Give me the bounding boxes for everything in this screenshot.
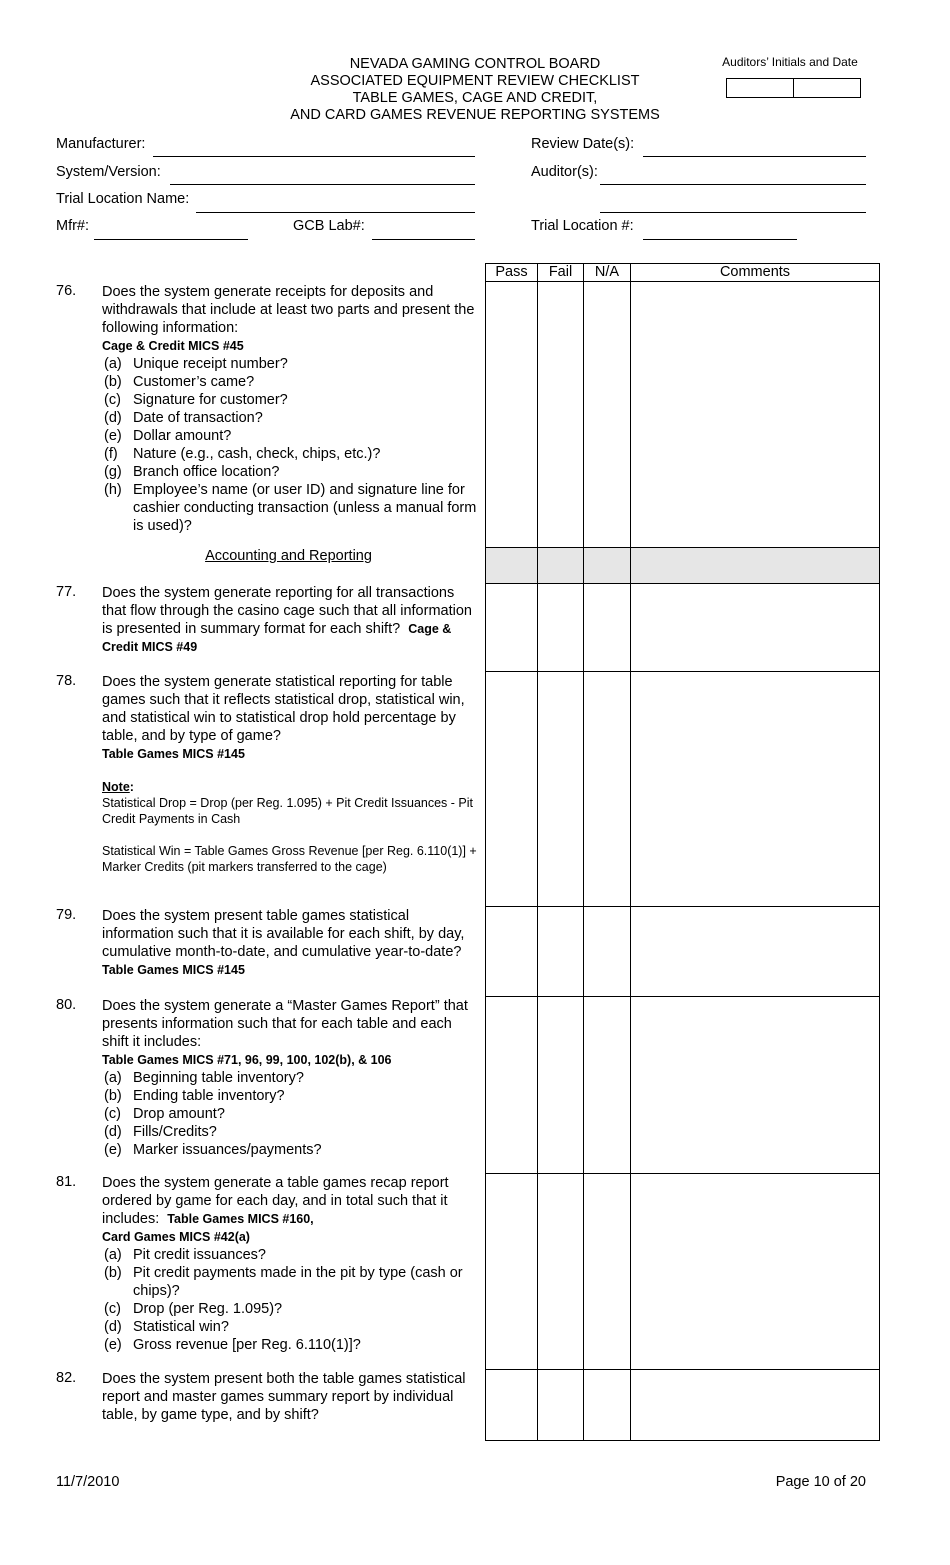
grid-line-81 (485, 1369, 880, 1370)
list-item: (c) Drop amount? (104, 1106, 225, 1122)
footer-page-number: Page 10 of 20 (775, 1474, 866, 1490)
list-item: (c) Drop (per Reg. 1.095)? (104, 1301, 283, 1317)
mics-reference: Table Games MICS #160, (167, 1212, 314, 1226)
question-82 (56, 1370, 481, 1424)
gcb-lab-number-label: GCB Lab#: (293, 218, 365, 234)
note-statistical-drop: Statistical Drop = Drop (per Reg. 1.095) + Pit Credit Issuances - Pit Credit Payments in Cash (102, 796, 473, 826)
header-line-3: TABLE GAMES, CAGE AND CREDIT, (352, 90, 598, 106)
note-statistical-win: Statistical Win = Table Games Gross Revenue [per Reg. 6.110(1)] + Marker Credits (pit markers transferred to the cage) (102, 844, 477, 874)
question-79 (56, 907, 481, 979)
system-version-field[interactable] (170, 184, 475, 185)
question-number: 77. (56, 584, 77, 600)
question-77 (56, 584, 481, 656)
trial-location-number-field[interactable] (643, 239, 797, 240)
mics-reference: Cage & Credit MICS #45 (102, 339, 244, 353)
grid-divider-pass-fail (537, 263, 538, 1440)
header-line-2: ASSOCIATED EQUIPMENT REVIEW CHECKLIST (310, 73, 640, 89)
question-number: 79. (56, 907, 77, 923)
header-line-1: NEVADA GAMING CONTROL BOARD (349, 56, 601, 72)
question-text: Does the system present both the table games statistical report and master games summary report by individual table, by game type, and by shift? (102, 1371, 466, 1423)
list-item: (g) Branch office location? (104, 464, 280, 480)
mics-reference: Table Games MICS #71, 96, 99, 100, 102(b), & 106 (102, 1053, 392, 1067)
question-text: Does the system generate a “Master Games Report” that presents information such that for each table and each shift it includes: (102, 998, 468, 1050)
auditors-label: Auditor(s): (531, 164, 598, 180)
list-item: (c) Signature for customer? (104, 392, 288, 408)
grid-bottom-line (485, 1440, 880, 1441)
column-pass: Pass (495, 264, 528, 280)
auditors-field[interactable] (600, 184, 866, 185)
question-76 (56, 283, 481, 535)
grid-line-76 (485, 547, 880, 548)
mics-reference: Table Games MICS #145 (102, 963, 245, 977)
list-item: (h) Employee’s name (or user ID) and signature line for cashier conducting transaction (unless a manual form is used)? (104, 482, 477, 534)
trial-location-name-field[interactable] (196, 212, 475, 213)
manufacturer-field[interactable] (153, 156, 475, 157)
column-na: N/A (594, 264, 620, 280)
grid-divider-na-comments (630, 263, 631, 1440)
list-item: (d) Date of transaction? (104, 410, 263, 426)
question-number: 82. (56, 1370, 77, 1386)
question-number: 78. (56, 673, 77, 689)
mics-reference: Table Games MICS #145 (102, 747, 245, 761)
system-version-label: System/Version: (56, 164, 161, 180)
column-fail: Fail (548, 264, 573, 280)
footer-date: 11/7/2010 (56, 1474, 120, 1490)
question-number: 81. (56, 1174, 77, 1190)
manufacturer-label: Manufacturer: (56, 136, 146, 152)
question-81 (56, 1174, 481, 1354)
mics-reference: Cage & Credit MICS #49 (102, 622, 452, 654)
auditor-date-box[interactable] (793, 78, 861, 98)
document-header (230, 56, 720, 124)
question-78: 78. Does the system generate statistical reporting for table games such that it reflects statistical drop, statistical win, and statistical win to statistical drop hold percentage by table, and by type of game? Table Games MICS #145 Note: Statistical Drop = Drop (per Reg. 1.095) + Pit Credit Issuances - Pit Credit Payments in Cash Statistical Win = Table Games Gross Revenue [per Reg. 6.110(1)] + Marker Credits (pit markers transferred to the cage) (56, 673, 481, 875)
review-dates-field[interactable] (643, 156, 866, 157)
list-item: (d) Statistical win? (104, 1319, 229, 1335)
note-label: Note (102, 780, 130, 794)
list-item: (b) Ending table inventory? (104, 1088, 285, 1104)
grid-divider-fail-na (583, 263, 584, 1440)
list-item: (a) Unique receipt number? (104, 356, 288, 372)
list-item: (b) Customer’s came? (104, 374, 255, 390)
question-text: Does the system generate reporting for all transactions that flow through the casino cage such that all information is presented in summary format for each shift? (102, 585, 472, 637)
grid-border-right (879, 263, 880, 1440)
section-shading (486, 547, 879, 583)
auditor-initials-box[interactable] (726, 78, 794, 98)
list-item: (a) Pit credit issuances? (104, 1247, 266, 1263)
list-item: (e) Gross revenue [per Reg. 6.110(1)]? (104, 1337, 361, 1353)
mfr-number-label: Mfr#: (56, 218, 90, 234)
grid-border-left (485, 263, 486, 1440)
trial-location-name-label: Trial Location Name: (56, 191, 190, 207)
header-line-4: AND CARD GAMES REVENUE REPORTING SYSTEMS (290, 107, 660, 123)
grid-header-line (485, 281, 880, 282)
question-number: 76. (56, 283, 77, 299)
auditors-field-2[interactable] (600, 212, 866, 213)
list-item: (f) Nature (e.g., cash, check, chips, etc.)? (104, 446, 381, 462)
mics-reference-2: Card Games MICS #42(a) (102, 1230, 250, 1244)
grid-line-section (485, 583, 880, 584)
auditors-initials-label: Auditors’ Initials and Date (722, 55, 858, 69)
list-item: (a) Beginning table inventory? (104, 1070, 304, 1086)
section-heading: Accounting and Reporting (205, 548, 372, 564)
grid-line-80 (485, 1173, 880, 1174)
question-number: 80. (56, 997, 77, 1013)
question-text: Does the system present table games statistical information such that it is available for each shift, by day, cumulative month-to-date, and cumulative year-to-date? (102, 908, 465, 960)
question-text: Does the system generate a table games recap report ordered by game for each day, and in total such that it includes: (102, 1175, 449, 1227)
question-text: Does the system generate receipts for deposits and withdrawals that include at least two parts and present the following information: (102, 284, 475, 336)
grid-line-79 (485, 996, 880, 997)
list-item: (d) Fills/Credits? (104, 1124, 217, 1140)
list-item: (e) Marker issuances/payments? (104, 1142, 322, 1158)
question-80 (56, 997, 481, 1159)
list-item: (b) Pit credit payments made in the pit by type (cash or chips)? (104, 1265, 463, 1299)
question-text: Does the system generate statistical reporting for table games such that it reflects statistical drop, statistical win, and statistical win to statistical drop hold percentage by table, and by type of game? (102, 674, 465, 744)
grid-line-78 (485, 906, 880, 907)
trial-location-number-label: Trial Location #: (531, 218, 634, 234)
mfr-number-field[interactable] (94, 239, 248, 240)
gcb-lab-number-field[interactable] (372, 239, 475, 240)
list-item: (e) Dollar amount? (104, 428, 232, 444)
column-comments: Comments (719, 264, 791, 280)
review-dates-label: Review Date(s): (531, 136, 635, 152)
grid-line-77 (485, 671, 880, 672)
